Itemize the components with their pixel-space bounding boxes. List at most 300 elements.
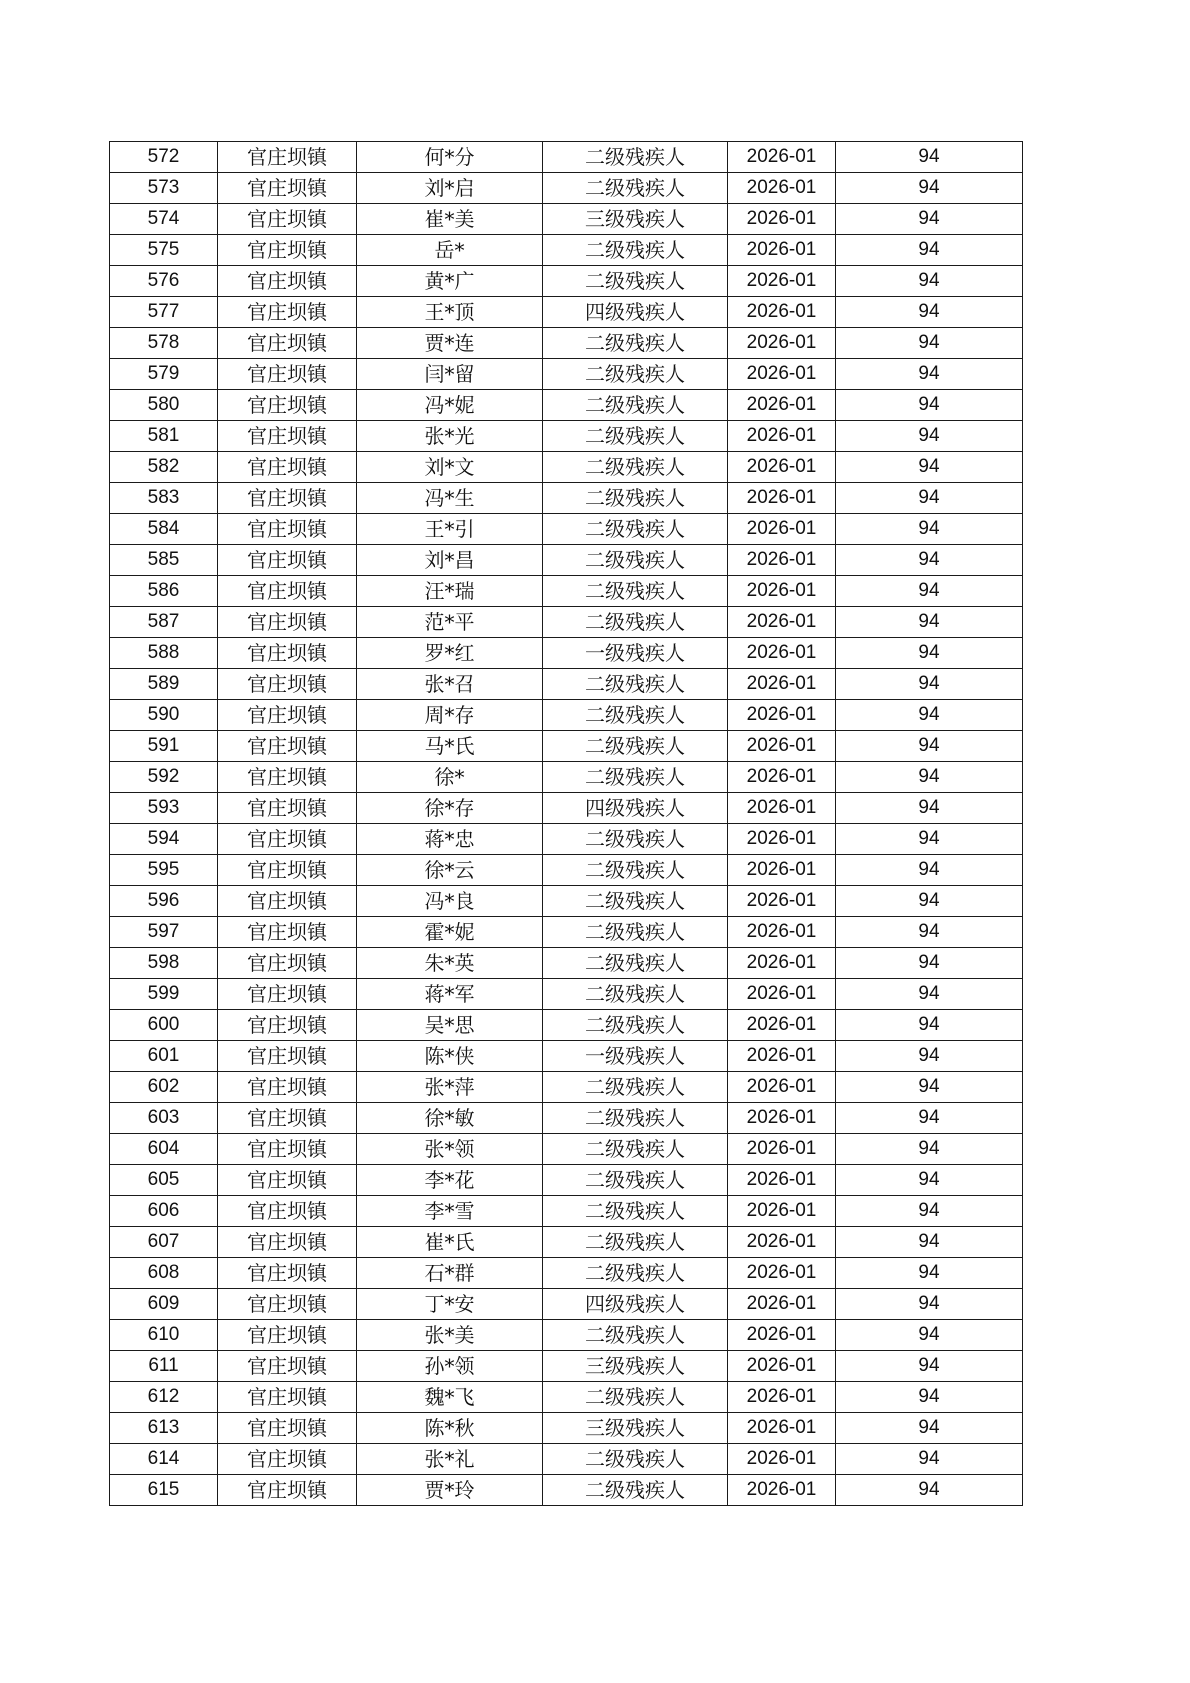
amount-cell: 94 xyxy=(836,204,1023,235)
town-cell: 官庄坝镇 xyxy=(218,1165,357,1196)
seq-cell: 584 xyxy=(110,514,218,545)
seq-cell: 581 xyxy=(110,421,218,452)
town-cell: 官庄坝镇 xyxy=(218,1475,357,1506)
name-cell: 岳* xyxy=(357,235,543,266)
table-row xyxy=(110,359,1023,390)
town-cell: 官庄坝镇 xyxy=(218,173,357,204)
disability-level-cell: 二级残疾人 xyxy=(543,1382,728,1413)
seq-cell: 596 xyxy=(110,886,218,917)
month-cell: 2026-01 xyxy=(728,1165,836,1196)
disability-level-cell: 二级残疾人 xyxy=(543,266,728,297)
name-cell: 丁*安 xyxy=(357,1289,543,1320)
month-cell: 2026-01 xyxy=(728,1320,836,1351)
seq-cell: 580 xyxy=(110,390,218,421)
town-cell: 官庄坝镇 xyxy=(218,1134,357,1165)
name-cell: 张*领 xyxy=(357,1134,543,1165)
seq-cell: 592 xyxy=(110,762,218,793)
amount-cell: 94 xyxy=(836,1475,1023,1506)
month-cell: 2026-01 xyxy=(728,1475,836,1506)
town-cell: 官庄坝镇 xyxy=(218,1258,357,1289)
amount-cell: 94 xyxy=(836,359,1023,390)
table-row xyxy=(110,1227,1023,1258)
seq-cell: 576 xyxy=(110,266,218,297)
name-cell: 石*群 xyxy=(357,1258,543,1289)
name-cell: 徐* xyxy=(357,762,543,793)
name-cell: 徐*云 xyxy=(357,855,543,886)
town-cell: 官庄坝镇 xyxy=(218,979,357,1010)
town-cell: 官庄坝镇 xyxy=(218,204,357,235)
table-row xyxy=(110,1258,1023,1289)
name-cell: 朱*英 xyxy=(357,948,543,979)
seq-cell: 579 xyxy=(110,359,218,390)
month-cell: 2026-01 xyxy=(728,1382,836,1413)
town-cell: 官庄坝镇 xyxy=(218,1072,357,1103)
name-cell: 李*花 xyxy=(357,1165,543,1196)
name-cell: 霍*妮 xyxy=(357,917,543,948)
seq-cell: 585 xyxy=(110,545,218,576)
amount-cell: 94 xyxy=(836,1320,1023,1351)
amount-cell: 94 xyxy=(836,142,1023,173)
disability-level-cell: 二级残疾人 xyxy=(543,824,728,855)
seq-cell: 593 xyxy=(110,793,218,824)
seq-cell: 588 xyxy=(110,638,218,669)
disability-level-cell: 三级残疾人 xyxy=(543,1351,728,1382)
disability-level-cell: 二级残疾人 xyxy=(543,142,728,173)
month-cell: 2026-01 xyxy=(728,266,836,297)
town-cell: 官庄坝镇 xyxy=(218,700,357,731)
name-cell: 徐*存 xyxy=(357,793,543,824)
month-cell: 2026-01 xyxy=(728,1258,836,1289)
name-cell: 王*顶 xyxy=(357,297,543,328)
seq-cell: 608 xyxy=(110,1258,218,1289)
town-cell: 官庄坝镇 xyxy=(218,328,357,359)
seq-cell: 606 xyxy=(110,1196,218,1227)
amount-cell: 94 xyxy=(836,669,1023,700)
amount-cell: 94 xyxy=(836,328,1023,359)
town-cell: 官庄坝镇 xyxy=(218,1413,357,1444)
disability-level-cell: 二级残疾人 xyxy=(543,1444,728,1475)
disability-level-cell: 四级残疾人 xyxy=(543,1289,728,1320)
disability-level-cell: 二级残疾人 xyxy=(543,917,728,948)
disability-level-cell: 二级残疾人 xyxy=(543,979,728,1010)
disability-level-cell: 二级残疾人 xyxy=(543,576,728,607)
seq-cell: 602 xyxy=(110,1072,218,1103)
amount-cell: 94 xyxy=(836,917,1023,948)
month-cell: 2026-01 xyxy=(728,390,836,421)
seq-cell: 574 xyxy=(110,204,218,235)
disability-level-cell: 一级残疾人 xyxy=(543,638,728,669)
disability-level-cell: 二级残疾人 xyxy=(543,1475,728,1506)
table-row xyxy=(110,700,1023,731)
disability-level-cell: 二级残疾人 xyxy=(543,669,728,700)
seq-cell: 583 xyxy=(110,483,218,514)
disability-level-cell: 二级残疾人 xyxy=(543,452,728,483)
disability-level-cell: 二级残疾人 xyxy=(543,1165,728,1196)
month-cell: 2026-01 xyxy=(728,328,836,359)
name-cell: 刘*启 xyxy=(357,173,543,204)
disability-level-cell: 二级残疾人 xyxy=(543,514,728,545)
seq-cell: 590 xyxy=(110,700,218,731)
table-row xyxy=(110,514,1023,545)
month-cell: 2026-01 xyxy=(728,1351,836,1382)
town-cell: 官庄坝镇 xyxy=(218,1382,357,1413)
table-row xyxy=(110,855,1023,886)
town-cell: 官庄坝镇 xyxy=(218,1010,357,1041)
disability-level-cell: 二级残疾人 xyxy=(543,731,728,762)
table-row xyxy=(110,421,1023,452)
table-row xyxy=(110,607,1023,638)
town-cell: 官庄坝镇 xyxy=(218,731,357,762)
amount-cell: 94 xyxy=(836,1196,1023,1227)
month-cell: 2026-01 xyxy=(728,793,836,824)
table-row xyxy=(110,576,1023,607)
table-row xyxy=(110,669,1023,700)
seq-cell: 578 xyxy=(110,328,218,359)
month-cell: 2026-01 xyxy=(728,452,836,483)
month-cell: 2026-01 xyxy=(728,762,836,793)
disability-level-cell: 二级残疾人 xyxy=(543,886,728,917)
amount-cell: 94 xyxy=(836,886,1023,917)
name-cell: 贾*玲 xyxy=(357,1475,543,1506)
seq-cell: 595 xyxy=(110,855,218,886)
name-cell: 吴*思 xyxy=(357,1010,543,1041)
seq-cell: 604 xyxy=(110,1134,218,1165)
disability-level-cell: 三级残疾人 xyxy=(543,1413,728,1444)
month-cell: 2026-01 xyxy=(728,638,836,669)
name-cell: 闫*留 xyxy=(357,359,543,390)
amount-cell: 94 xyxy=(836,390,1023,421)
town-cell: 官庄坝镇 xyxy=(218,235,357,266)
month-cell: 2026-01 xyxy=(728,669,836,700)
amount-cell: 94 xyxy=(836,638,1023,669)
name-cell: 刘*文 xyxy=(357,452,543,483)
amount-cell: 94 xyxy=(836,483,1023,514)
table-row xyxy=(110,979,1023,1010)
table-row xyxy=(110,266,1023,297)
disability-level-cell: 二级残疾人 xyxy=(543,1258,728,1289)
disability-level-cell: 二级残疾人 xyxy=(543,1196,728,1227)
month-cell: 2026-01 xyxy=(728,204,836,235)
name-cell: 冯*良 xyxy=(357,886,543,917)
disability-level-cell: 四级残疾人 xyxy=(543,793,728,824)
town-cell: 官庄坝镇 xyxy=(218,421,357,452)
month-cell: 2026-01 xyxy=(728,545,836,576)
month-cell: 2026-01 xyxy=(728,359,836,390)
disability-level-cell: 二级残疾人 xyxy=(543,855,728,886)
name-cell: 冯*生 xyxy=(357,483,543,514)
disability-level-cell: 二级残疾人 xyxy=(543,421,728,452)
disability-level-cell: 二级残疾人 xyxy=(543,235,728,266)
seq-cell: 601 xyxy=(110,1041,218,1072)
name-cell: 黄*广 xyxy=(357,266,543,297)
name-cell: 张*礼 xyxy=(357,1444,543,1475)
table-row xyxy=(110,390,1023,421)
disability-level-cell: 三级残疾人 xyxy=(543,204,728,235)
name-cell: 徐*敏 xyxy=(357,1103,543,1134)
amount-cell: 94 xyxy=(836,731,1023,762)
town-cell: 官庄坝镇 xyxy=(218,576,357,607)
town-cell: 官庄坝镇 xyxy=(218,359,357,390)
name-cell: 蒋*军 xyxy=(357,979,543,1010)
town-cell: 官庄坝镇 xyxy=(218,1444,357,1475)
amount-cell: 94 xyxy=(836,700,1023,731)
name-cell: 范*平 xyxy=(357,607,543,638)
table-row xyxy=(110,1165,1023,1196)
town-cell: 官庄坝镇 xyxy=(218,1227,357,1258)
amount-cell: 94 xyxy=(836,1134,1023,1165)
month-cell: 2026-01 xyxy=(728,607,836,638)
name-cell: 张*美 xyxy=(357,1320,543,1351)
amount-cell: 94 xyxy=(836,1072,1023,1103)
seq-cell: 607 xyxy=(110,1227,218,1258)
amount-cell: 94 xyxy=(836,173,1023,204)
name-cell: 陈*秋 xyxy=(357,1413,543,1444)
disability-level-cell: 二级残疾人 xyxy=(543,328,728,359)
table-row xyxy=(110,545,1023,576)
table-row xyxy=(110,1351,1023,1382)
table-row xyxy=(110,638,1023,669)
town-cell: 官庄坝镇 xyxy=(218,669,357,700)
name-cell: 马*氏 xyxy=(357,731,543,762)
seq-cell: 573 xyxy=(110,173,218,204)
seq-cell: 586 xyxy=(110,576,218,607)
name-cell: 崔*氏 xyxy=(357,1227,543,1258)
table-row xyxy=(110,762,1023,793)
disability-level-cell: 二级残疾人 xyxy=(543,762,728,793)
town-cell: 官庄坝镇 xyxy=(218,1041,357,1072)
amount-cell: 94 xyxy=(836,545,1023,576)
table-row xyxy=(110,1196,1023,1227)
table-row xyxy=(110,1320,1023,1351)
town-cell: 官庄坝镇 xyxy=(218,266,357,297)
month-cell: 2026-01 xyxy=(728,855,836,886)
name-cell: 李*雪 xyxy=(357,1196,543,1227)
amount-cell: 94 xyxy=(836,1289,1023,1320)
disability-level-cell: 二级残疾人 xyxy=(543,700,728,731)
amount-cell: 94 xyxy=(836,762,1023,793)
table-row xyxy=(110,173,1023,204)
month-cell: 2026-01 xyxy=(728,173,836,204)
month-cell: 2026-01 xyxy=(728,1413,836,1444)
month-cell: 2026-01 xyxy=(728,142,836,173)
seq-cell: 609 xyxy=(110,1289,218,1320)
month-cell: 2026-01 xyxy=(728,514,836,545)
amount-cell: 94 xyxy=(836,1227,1023,1258)
month-cell: 2026-01 xyxy=(728,1072,836,1103)
month-cell: 2026-01 xyxy=(728,979,836,1010)
seq-cell: 605 xyxy=(110,1165,218,1196)
seq-cell: 597 xyxy=(110,917,218,948)
amount-cell: 94 xyxy=(836,948,1023,979)
name-cell: 罗*红 xyxy=(357,638,543,669)
table-row xyxy=(110,328,1023,359)
table-row xyxy=(110,142,1023,173)
disability-level-cell: 二级残疾人 xyxy=(543,948,728,979)
table-row xyxy=(110,1475,1023,1506)
disability-subsidy-table xyxy=(109,141,1023,1506)
town-cell: 官庄坝镇 xyxy=(218,638,357,669)
disability-level-cell: 二级残疾人 xyxy=(543,390,728,421)
town-cell: 官庄坝镇 xyxy=(218,886,357,917)
disability-level-cell: 二级残疾人 xyxy=(543,1072,728,1103)
seq-cell: 577 xyxy=(110,297,218,328)
month-cell: 2026-01 xyxy=(728,1134,836,1165)
amount-cell: 94 xyxy=(836,514,1023,545)
month-cell: 2026-01 xyxy=(728,1444,836,1475)
amount-cell: 94 xyxy=(836,297,1023,328)
month-cell: 2026-01 xyxy=(728,824,836,855)
disability-level-cell: 二级残疾人 xyxy=(543,1010,728,1041)
amount-cell: 94 xyxy=(836,1103,1023,1134)
town-cell: 官庄坝镇 xyxy=(218,762,357,793)
table-row xyxy=(110,1382,1023,1413)
month-cell: 2026-01 xyxy=(728,576,836,607)
disability-level-cell: 二级残疾人 xyxy=(543,483,728,514)
name-cell: 汪*瑞 xyxy=(357,576,543,607)
disability-level-cell: 二级残疾人 xyxy=(543,359,728,390)
table-row xyxy=(110,235,1023,266)
amount-cell: 94 xyxy=(836,1382,1023,1413)
amount-cell: 94 xyxy=(836,855,1023,886)
name-cell: 崔*美 xyxy=(357,204,543,235)
town-cell: 官庄坝镇 xyxy=(218,948,357,979)
seq-cell: 582 xyxy=(110,452,218,483)
name-cell: 周*存 xyxy=(357,700,543,731)
table-row xyxy=(110,1041,1023,1072)
name-cell: 贾*连 xyxy=(357,328,543,359)
name-cell: 蒋*忠 xyxy=(357,824,543,855)
seq-cell: 611 xyxy=(110,1351,218,1382)
table-row xyxy=(110,204,1023,235)
town-cell: 官庄坝镇 xyxy=(218,1289,357,1320)
disability-level-cell: 二级残疾人 xyxy=(543,1103,728,1134)
town-cell: 官庄坝镇 xyxy=(218,855,357,886)
town-cell: 官庄坝镇 xyxy=(218,1103,357,1134)
amount-cell: 94 xyxy=(836,266,1023,297)
month-cell: 2026-01 xyxy=(728,1103,836,1134)
town-cell: 官庄坝镇 xyxy=(218,483,357,514)
month-cell: 2026-01 xyxy=(728,700,836,731)
amount-cell: 94 xyxy=(836,1165,1023,1196)
month-cell: 2026-01 xyxy=(728,421,836,452)
amount-cell: 94 xyxy=(836,1258,1023,1289)
table-row xyxy=(110,1103,1023,1134)
seq-cell: 587 xyxy=(110,607,218,638)
amount-cell: 94 xyxy=(836,421,1023,452)
amount-cell: 94 xyxy=(836,1444,1023,1475)
seq-cell: 598 xyxy=(110,948,218,979)
table-row xyxy=(110,1072,1023,1103)
table-row xyxy=(110,297,1023,328)
town-cell: 官庄坝镇 xyxy=(218,545,357,576)
amount-cell: 94 xyxy=(836,1351,1023,1382)
town-cell: 官庄坝镇 xyxy=(218,514,357,545)
month-cell: 2026-01 xyxy=(728,948,836,979)
seq-cell: 610 xyxy=(110,1320,218,1351)
name-cell: 冯*妮 xyxy=(357,390,543,421)
amount-cell: 94 xyxy=(836,1010,1023,1041)
disability-level-cell: 二级残疾人 xyxy=(543,607,728,638)
month-cell: 2026-01 xyxy=(728,1041,836,1072)
table-row xyxy=(110,731,1023,762)
town-cell: 官庄坝镇 xyxy=(218,917,357,948)
amount-cell: 94 xyxy=(836,452,1023,483)
table-row xyxy=(110,483,1023,514)
month-cell: 2026-01 xyxy=(728,1010,836,1041)
table-row xyxy=(110,1010,1023,1041)
name-cell: 魏*飞 xyxy=(357,1382,543,1413)
table-row xyxy=(110,1444,1023,1475)
name-cell: 何*分 xyxy=(357,142,543,173)
town-cell: 官庄坝镇 xyxy=(218,142,357,173)
town-cell: 官庄坝镇 xyxy=(218,1320,357,1351)
seq-cell: 589 xyxy=(110,669,218,700)
month-cell: 2026-01 xyxy=(728,917,836,948)
name-cell: 孙*领 xyxy=(357,1351,543,1382)
seq-cell: 591 xyxy=(110,731,218,762)
name-cell: 王*引 xyxy=(357,514,543,545)
month-cell: 2026-01 xyxy=(728,483,836,514)
month-cell: 2026-01 xyxy=(728,1227,836,1258)
seq-cell: 600 xyxy=(110,1010,218,1041)
town-cell: 官庄坝镇 xyxy=(218,793,357,824)
seq-cell: 613 xyxy=(110,1413,218,1444)
seq-cell: 614 xyxy=(110,1444,218,1475)
amount-cell: 94 xyxy=(836,1041,1023,1072)
seq-cell: 599 xyxy=(110,979,218,1010)
month-cell: 2026-01 xyxy=(728,731,836,762)
table-row xyxy=(110,793,1023,824)
table-row xyxy=(110,948,1023,979)
seq-cell: 572 xyxy=(110,142,218,173)
town-cell: 官庄坝镇 xyxy=(218,390,357,421)
name-cell: 陈*侠 xyxy=(357,1041,543,1072)
disability-level-cell: 四级残疾人 xyxy=(543,297,728,328)
name-cell: 张*萍 xyxy=(357,1072,543,1103)
name-cell: 张*光 xyxy=(357,421,543,452)
seq-cell: 594 xyxy=(110,824,218,855)
table-row xyxy=(110,917,1023,948)
amount-cell: 94 xyxy=(836,1413,1023,1444)
disability-level-cell: 二级残疾人 xyxy=(543,1320,728,1351)
amount-cell: 94 xyxy=(836,979,1023,1010)
month-cell: 2026-01 xyxy=(728,235,836,266)
table-body xyxy=(110,142,1023,1506)
month-cell: 2026-01 xyxy=(728,1289,836,1320)
name-cell: 刘*昌 xyxy=(357,545,543,576)
table-row xyxy=(110,1289,1023,1320)
amount-cell: 94 xyxy=(836,235,1023,266)
town-cell: 官庄坝镇 xyxy=(218,1196,357,1227)
amount-cell: 94 xyxy=(836,824,1023,855)
seq-cell: 612 xyxy=(110,1382,218,1413)
town-cell: 官庄坝镇 xyxy=(218,824,357,855)
seq-cell: 603 xyxy=(110,1103,218,1134)
amount-cell: 94 xyxy=(836,576,1023,607)
table-row xyxy=(110,1134,1023,1165)
town-cell: 官庄坝镇 xyxy=(218,1351,357,1382)
month-cell: 2026-01 xyxy=(728,297,836,328)
disability-level-cell: 二级残疾人 xyxy=(543,173,728,204)
disability-level-cell: 二级残疾人 xyxy=(543,545,728,576)
town-cell: 官庄坝镇 xyxy=(218,607,357,638)
table-row xyxy=(110,1413,1023,1444)
name-cell: 张*召 xyxy=(357,669,543,700)
month-cell: 2026-01 xyxy=(728,886,836,917)
table-row xyxy=(110,452,1023,483)
amount-cell: 94 xyxy=(836,793,1023,824)
amount-cell: 94 xyxy=(836,607,1023,638)
